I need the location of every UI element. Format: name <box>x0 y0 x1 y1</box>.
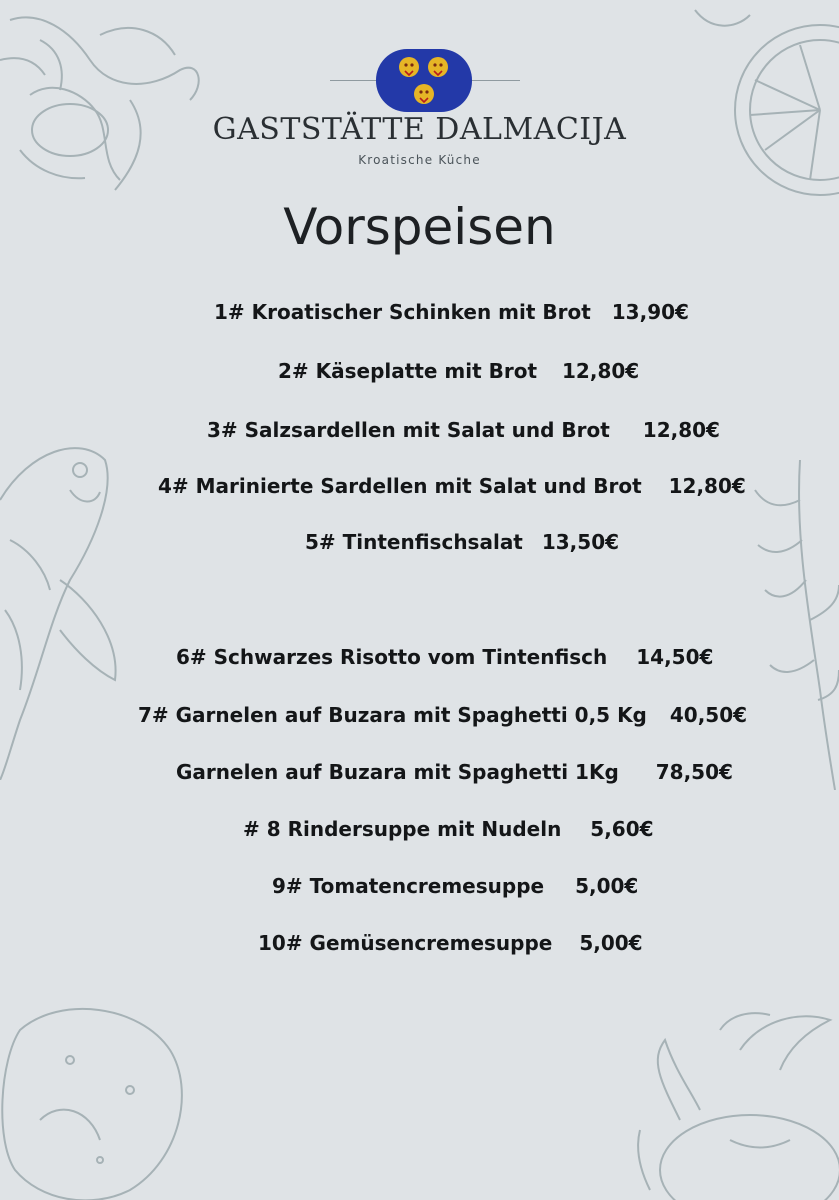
menu-item-name: # 8 Rindersuppe mit Nudeln <box>243 817 562 841</box>
logo-divider-right <box>470 80 520 81</box>
menu-item <box>243 817 654 841</box>
menu-item <box>214 300 689 324</box>
menu-item-price: 40,50€ <box>669 703 748 727</box>
menu-item-name: 9# Tomatencremesuppe <box>272 874 545 898</box>
menu-item-price: 12,80€ <box>668 474 746 498</box>
menu-item-name: 1# Kroatischer Schinken mit Brot <box>214 300 591 324</box>
menu-item-price: 13,90€ <box>611 300 689 324</box>
menu-item-name: 10# Gemüsencremesuppe <box>258 931 553 955</box>
herb-icon <box>740 460 839 790</box>
menu-item-name: 5# Tintenfischsalat <box>305 530 523 554</box>
menu-item-price: 78,50€ <box>655 760 733 784</box>
menu-item-price: 12,80€ <box>562 359 640 383</box>
menu-item-price: 12,80€ <box>642 418 720 442</box>
menu-item-price: 14,50€ <box>636 645 714 669</box>
menu-item <box>176 760 733 784</box>
menu-item-name: Garnelen auf Buzara mit Spaghetti 1Kg <box>176 760 619 784</box>
lemon-icon <box>690 0 839 210</box>
potato-icon <box>0 1000 200 1200</box>
menu-item-name: 4# Marinierte Sardellen mit Salat und Brot <box>158 474 642 498</box>
fish-icon <box>0 430 130 780</box>
restaurant-name: GASTSTÄTTE DALMACIJA <box>212 112 627 147</box>
menu-item-price: 13,50€ <box>541 530 620 554</box>
menu-item <box>176 645 713 669</box>
menu-item-price: 5,60€ <box>590 817 654 841</box>
menu-item <box>158 474 746 498</box>
menu-item-price: 5,00€ <box>575 874 639 898</box>
logo-divider-left <box>330 80 378 81</box>
menu-item-name: 3# Salzsardellen mit Salat und Brot <box>207 418 610 442</box>
menu-item <box>305 530 619 554</box>
menu-item <box>138 703 747 727</box>
crayfish-icon <box>0 0 220 200</box>
restaurant-subtitle: Kroatische Küche <box>358 153 481 167</box>
menu-item <box>258 931 643 955</box>
menu-item <box>278 359 639 383</box>
crab-icon <box>620 1000 839 1200</box>
coat-of-arms-logo <box>376 49 472 112</box>
menu-item-name: 6# Schwarzes Risotto vom Tintenfisch <box>176 645 608 669</box>
section-title: Vorspeisen <box>283 198 556 256</box>
menu-item <box>207 418 720 442</box>
menu-item-name: 2# Käseplatte mit Brot <box>278 359 538 383</box>
menu-item-name: 7# Garnelen auf Buzara mit Spaghetti 0,5 Kg <box>138 703 647 727</box>
menu-item-price: 5,00€ <box>579 931 643 955</box>
menu-item <box>272 874 638 898</box>
